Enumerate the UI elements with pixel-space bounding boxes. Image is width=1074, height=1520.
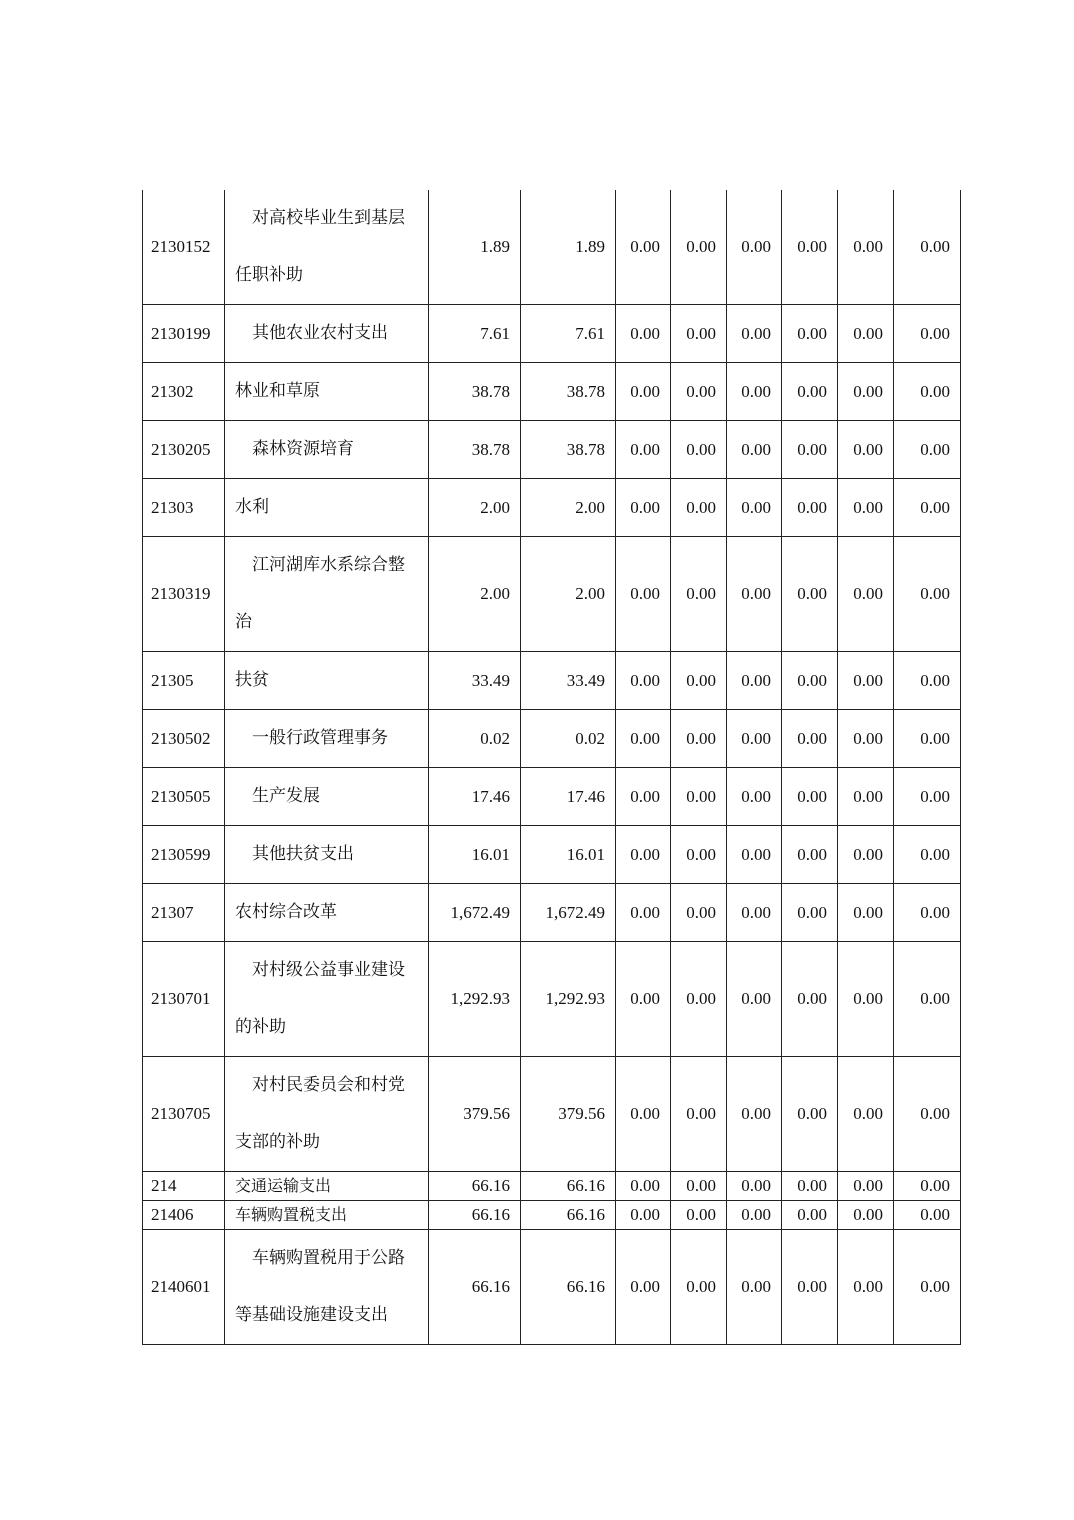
budget-expenditure-table: [142, 190, 961, 1345]
total-value: 1,292.93: [429, 942, 521, 1057]
value-col-7: 0.00: [838, 1172, 894, 1201]
value-col-3: 0.00: [616, 884, 671, 942]
value-col-3: 0.00: [616, 479, 671, 537]
subject-code: 214: [143, 1172, 225, 1201]
subject-code: 2130152: [143, 190, 225, 305]
basic-expenditure-value: 16.01: [521, 826, 616, 884]
subject-code: 2130199: [143, 305, 225, 363]
total-value: 7.61: [429, 305, 521, 363]
table-row: [143, 942, 961, 1057]
basic-expenditure-value: 7.61: [521, 305, 616, 363]
value-col-4: 0.00: [671, 479, 727, 537]
subject-name: 交通运输支出: [235, 1176, 332, 1195]
value-col-5: 0.00: [727, 363, 782, 421]
value-col-7: 0.00: [838, 652, 894, 710]
basic-expenditure-value: 33.49: [521, 652, 616, 710]
subject-name: 水利: [235, 497, 269, 517]
value-col-3: 0.00: [616, 1230, 671, 1345]
value-col-7: 0.00: [838, 884, 894, 942]
subject-name: 其他扶贫支出: [252, 844, 354, 864]
value-col-5: 0.00: [727, 190, 782, 305]
total-value: 2.00: [429, 479, 521, 537]
subject-code: 21305: [143, 652, 225, 710]
value-col-5: 0.00: [727, 710, 782, 768]
basic-expenditure-value: 66.16: [521, 1230, 616, 1345]
total-value: 16.01: [429, 826, 521, 884]
subject-code: 2130505: [143, 768, 225, 826]
basic-expenditure-value: 38.78: [521, 363, 616, 421]
value-col-7: 0.00: [838, 537, 894, 652]
value-col-7: 0.00: [838, 190, 894, 305]
value-col-8: 0.00: [894, 421, 961, 479]
total-value: 33.49: [429, 652, 521, 710]
total-value: 1,672.49: [429, 884, 521, 942]
basic-expenditure-value: 38.78: [521, 421, 616, 479]
subject-name-cell: [225, 826, 429, 884]
value-col-7: 0.00: [838, 479, 894, 537]
value-col-4: 0.00: [671, 421, 727, 479]
value-col-7: 0.00: [838, 421, 894, 479]
total-value: 66.16: [429, 1230, 521, 1345]
value-col-5: 0.00: [727, 652, 782, 710]
value-col-4: 0.00: [671, 537, 727, 652]
value-col-8: 0.00: [894, 363, 961, 421]
value-col-6: 0.00: [782, 1057, 838, 1172]
subject-code: 21307: [143, 884, 225, 942]
subject-name-cell: [225, 479, 429, 537]
subject-code: 2130705: [143, 1057, 225, 1172]
basic-expenditure-value: 1.89: [521, 190, 616, 305]
subject-code: 2130599: [143, 826, 225, 884]
value-col-8: 0.00: [894, 826, 961, 884]
value-col-8: 0.00: [894, 537, 961, 652]
subject-name-cell: [225, 1172, 429, 1201]
total-value: 17.46: [429, 768, 521, 826]
value-col-5: 0.00: [727, 1230, 782, 1345]
subject-name: 农村综合改革: [235, 902, 337, 922]
value-col-6: 0.00: [782, 1172, 838, 1201]
subject-name: 森林资源培育: [252, 439, 354, 459]
value-col-3: 0.00: [616, 768, 671, 826]
value-col-4: 0.00: [671, 190, 727, 305]
table-row: [143, 1201, 961, 1230]
value-col-4: 0.00: [671, 710, 727, 768]
subject-name-cell: [225, 652, 429, 710]
value-col-8: 0.00: [894, 710, 961, 768]
subject-code: 2130319: [143, 537, 225, 652]
table-row: [143, 710, 961, 768]
value-col-6: 0.00: [782, 363, 838, 421]
subject-name-cell: [225, 363, 429, 421]
subject-name: 车辆购置税用于公路等基础设施建设支出: [235, 1248, 405, 1325]
value-col-3: 0.00: [616, 190, 671, 305]
value-col-3: 0.00: [616, 826, 671, 884]
value-col-4: 0.00: [671, 1057, 727, 1172]
total-value: 2.00: [429, 537, 521, 652]
value-col-8: 0.00: [894, 190, 961, 305]
value-col-8: 0.00: [894, 942, 961, 1057]
value-col-5: 0.00: [727, 1172, 782, 1201]
basic-expenditure-value: 1,672.49: [521, 884, 616, 942]
total-value: 0.02: [429, 710, 521, 768]
total-value: 1.89: [429, 190, 521, 305]
value-col-3: 0.00: [616, 942, 671, 1057]
total-value: 38.78: [429, 421, 521, 479]
table-row: [143, 768, 961, 826]
value-col-8: 0.00: [894, 1057, 961, 1172]
value-col-7: 0.00: [838, 1201, 894, 1230]
table-row: [143, 1057, 961, 1172]
value-col-5: 0.00: [727, 479, 782, 537]
value-col-6: 0.00: [782, 479, 838, 537]
table-row: [143, 305, 961, 363]
subject-name-cell: [225, 768, 429, 826]
value-col-7: 0.00: [838, 305, 894, 363]
value-col-6: 0.00: [782, 652, 838, 710]
subject-name: 一般行政管理事务: [252, 728, 388, 748]
subject-name: 生产发展: [252, 786, 320, 806]
subject-code: 2130502: [143, 710, 225, 768]
value-col-6: 0.00: [782, 305, 838, 363]
value-col-5: 0.00: [727, 1057, 782, 1172]
subject-name-cell: [225, 305, 429, 363]
subject-name: 车辆购置税支出: [235, 1205, 348, 1224]
value-col-6: 0.00: [782, 768, 838, 826]
value-col-8: 0.00: [894, 479, 961, 537]
value-col-4: 0.00: [671, 1201, 727, 1230]
basic-expenditure-value: 1,292.93: [521, 942, 616, 1057]
table-row: [143, 190, 961, 305]
value-col-3: 0.00: [616, 1172, 671, 1201]
table-row: [143, 884, 961, 942]
basic-expenditure-value: 379.56: [521, 1057, 616, 1172]
table-row: [143, 421, 961, 479]
value-col-8: 0.00: [894, 1172, 961, 1201]
subject-name-cell: [225, 942, 429, 1057]
value-col-3: 0.00: [616, 652, 671, 710]
value-col-8: 0.00: [894, 768, 961, 826]
value-col-6: 0.00: [782, 942, 838, 1057]
table-row: [143, 652, 961, 710]
value-col-7: 0.00: [838, 768, 894, 826]
value-col-6: 0.00: [782, 190, 838, 305]
subject-code: 21302: [143, 363, 225, 421]
basic-expenditure-value: 2.00: [521, 537, 616, 652]
value-col-3: 0.00: [616, 1057, 671, 1172]
value-col-5: 0.00: [727, 421, 782, 479]
value-col-8: 0.00: [894, 1201, 961, 1230]
subject-code: 2130205: [143, 421, 225, 479]
value-col-3: 0.00: [616, 305, 671, 363]
value-col-3: 0.00: [616, 421, 671, 479]
subject-name: 对高校毕业生到基层任职补助: [235, 208, 405, 285]
value-col-4: 0.00: [671, 826, 727, 884]
value-col-5: 0.00: [727, 768, 782, 826]
value-col-8: 0.00: [894, 305, 961, 363]
subject-name: 其他农业农村支出: [252, 323, 388, 343]
basic-expenditure-value: 66.16: [521, 1172, 616, 1201]
subject-name: 扶贫: [235, 670, 269, 690]
value-col-7: 0.00: [838, 363, 894, 421]
basic-expenditure-value: 17.46: [521, 768, 616, 826]
subject-code: 2130701: [143, 942, 225, 1057]
value-col-3: 0.00: [616, 710, 671, 768]
table-body: [143, 190, 961, 1345]
value-col-7: 0.00: [838, 710, 894, 768]
total-value: 38.78: [429, 363, 521, 421]
subject-name-cell: [225, 1057, 429, 1172]
value-col-7: 0.00: [838, 1057, 894, 1172]
subject-name-cell: [225, 1230, 429, 1345]
value-col-4: 0.00: [671, 1172, 727, 1201]
value-col-5: 0.00: [727, 884, 782, 942]
value-col-6: 0.00: [782, 710, 838, 768]
value-col-6: 0.00: [782, 421, 838, 479]
total-value: 66.16: [429, 1172, 521, 1201]
table-row: [143, 479, 961, 537]
table-row: [143, 1172, 961, 1201]
total-value: 66.16: [429, 1201, 521, 1230]
value-col-5: 0.00: [727, 942, 782, 1057]
value-col-6: 0.00: [782, 1230, 838, 1345]
value-col-8: 0.00: [894, 1230, 961, 1345]
subject-name: 江河湖库水系综合整治: [235, 555, 405, 632]
value-col-4: 0.00: [671, 652, 727, 710]
basic-expenditure-value: 2.00: [521, 479, 616, 537]
value-col-4: 0.00: [671, 942, 727, 1057]
subject-code: 21406: [143, 1201, 225, 1230]
basic-expenditure-value: 66.16: [521, 1201, 616, 1230]
subject-name-cell: [225, 421, 429, 479]
value-col-5: 0.00: [727, 305, 782, 363]
value-col-3: 0.00: [616, 363, 671, 421]
value-col-3: 0.00: [616, 537, 671, 652]
basic-expenditure-value: 0.02: [521, 710, 616, 768]
subject-code: 2140601: [143, 1230, 225, 1345]
value-col-4: 0.00: [671, 363, 727, 421]
value-col-4: 0.00: [671, 884, 727, 942]
table-row: [143, 1230, 961, 1345]
subject-name: 林业和草原: [235, 381, 320, 401]
table-row: [143, 537, 961, 652]
value-col-5: 0.00: [727, 537, 782, 652]
value-col-4: 0.00: [671, 768, 727, 826]
value-col-7: 0.00: [838, 942, 894, 1057]
subject-name: 对村民委员会和村党支部的补助: [235, 1075, 405, 1152]
subject-code: 21303: [143, 479, 225, 537]
table-row: [143, 363, 961, 421]
total-value: 379.56: [429, 1057, 521, 1172]
subject-name-cell: [225, 190, 429, 305]
value-col-7: 0.00: [838, 826, 894, 884]
value-col-6: 0.00: [782, 1201, 838, 1230]
value-col-8: 0.00: [894, 652, 961, 710]
subject-name: 对村级公益事业建设的补助: [235, 960, 405, 1037]
value-col-5: 0.00: [727, 826, 782, 884]
subject-name-cell: [225, 1201, 429, 1230]
value-col-6: 0.00: [782, 537, 838, 652]
value-col-4: 0.00: [671, 305, 727, 363]
table-row: [143, 826, 961, 884]
value-col-5: 0.00: [727, 1201, 782, 1230]
value-col-8: 0.00: [894, 884, 961, 942]
value-col-7: 0.00: [838, 1230, 894, 1345]
subject-name-cell: [225, 537, 429, 652]
value-col-6: 0.00: [782, 826, 838, 884]
value-col-6: 0.00: [782, 884, 838, 942]
subject-name-cell: [225, 884, 429, 942]
value-col-3: 0.00: [616, 1201, 671, 1230]
subject-name-cell: [225, 710, 429, 768]
value-col-4: 0.00: [671, 1230, 727, 1345]
